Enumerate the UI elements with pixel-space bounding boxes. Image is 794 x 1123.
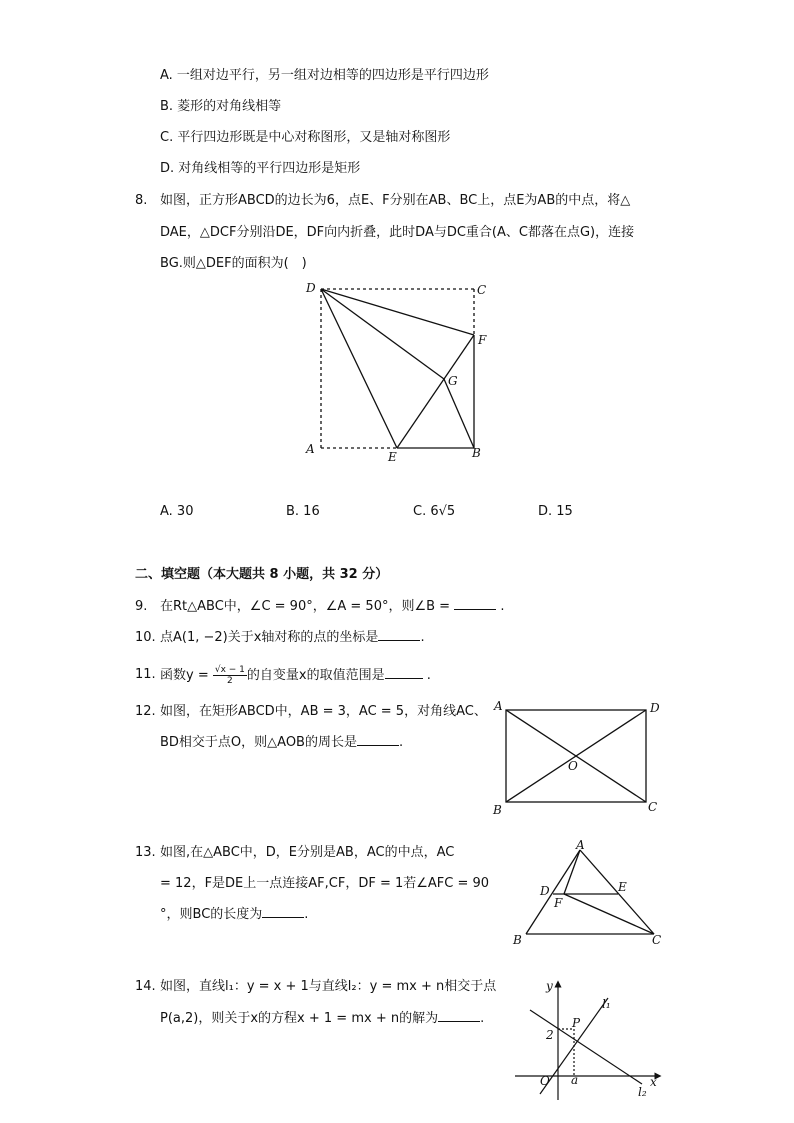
label-o: O — [540, 1074, 550, 1088]
q9-answer-blank[interactable] — [454, 597, 496, 610]
q12-line2 — [160, 733, 403, 753]
q11-frac-num: √x − 1 — [214, 665, 245, 675]
q11-tail: . — [422, 668, 431, 683]
q14-text-before: P(a,2)，则关于x的方程x + 1 = mx + n的解为 — [160, 1011, 439, 1026]
side-ac — [580, 850, 654, 934]
label-d: D — [650, 701, 660, 715]
q8-option-d: D. 15 — [538, 504, 573, 519]
label-o: O — [568, 759, 578, 773]
q10-number: 10. — [135, 630, 156, 645]
label-p: P — [572, 1016, 581, 1030]
q9-text-after: . — [496, 599, 505, 614]
label-d: D — [540, 884, 550, 898]
label-a: A — [306, 442, 315, 456]
line-gb — [444, 379, 474, 448]
label-l2: l₂ — [638, 1085, 647, 1099]
q8-number: 8. — [135, 193, 148, 208]
q14-number: 14. — [135, 979, 156, 994]
q13-line2: = 12，F是DE上一点连接AF,CF，DF = 1若∠AFC = 90 — [160, 876, 490, 891]
q10-text-after: . — [420, 630, 425, 645]
label-c: C — [652, 933, 662, 947]
q12-text-after: . — [398, 735, 404, 750]
label-y: y — [546, 979, 553, 993]
q11-text-before: 函数y = — [160, 668, 213, 683]
q7-option-c: C. 平行四边形既是中心对称图形，又是轴对称图形 — [160, 130, 451, 145]
q13-figure — [508, 838, 668, 950]
label-b: B — [513, 933, 522, 947]
q8-line3: BG.则△DEF的面积为( ) — [160, 256, 307, 271]
q10-text — [160, 628, 425, 648]
label-g: G — [448, 374, 458, 388]
q11-number: 11. — [135, 667, 156, 682]
q10-answer-blank[interactable] — [378, 628, 420, 641]
q13-answer-blank[interactable] — [262, 905, 304, 918]
q14-answer-blank[interactable] — [438, 1009, 480, 1022]
q7-option-b: B. 菱形的对角线相等 — [160, 99, 282, 114]
label-x: x — [650, 1075, 657, 1089]
q12-number: 12. — [135, 704, 156, 719]
q12-line1: 如图，在矩形ABCD中，AB = 3，AC = 5，对角线AC、 — [160, 704, 487, 719]
q14-line2 — [160, 1009, 484, 1029]
q8-figure — [300, 278, 500, 468]
label-c: C — [477, 283, 487, 297]
label-e: E — [388, 450, 397, 464]
label-d: D — [306, 281, 316, 295]
q12-text-before: BD相交于点O，则△AOB的周长是 — [160, 735, 357, 750]
q12-answer-blank[interactable] — [357, 733, 399, 746]
q8-option-c: C. 6√5 — [413, 504, 456, 519]
q11-frac-den: 2 — [227, 676, 233, 686]
q8-option-b: B. 16 — [286, 504, 320, 519]
q7-option-d: D. 对角线相等的平行四边形是矩形 — [160, 161, 361, 176]
label-a: A — [494, 699, 503, 713]
label-c: C — [648, 800, 658, 814]
line-de — [321, 289, 397, 448]
label-a: a — [571, 1073, 579, 1087]
label-two: 2 — [546, 1028, 554, 1042]
q9-number: 9. — [135, 599, 148, 614]
q13-number: 13. — [135, 845, 156, 860]
line-l2 — [530, 1010, 642, 1084]
q14-figure — [510, 972, 670, 1104]
label-e: E — [618, 880, 627, 894]
q13-line3 — [160, 905, 308, 925]
q11-fraction — [213, 665, 247, 686]
label-l1: l₁ — [602, 997, 611, 1011]
line-dg — [321, 289, 444, 379]
segment-cf — [564, 894, 654, 934]
q7-option-a: A. 一组对边平行，另一组对边相等的四边形是平行四边形 — [160, 68, 489, 83]
label-a: A — [576, 838, 585, 852]
q12-figure — [490, 696, 670, 820]
side-ab — [526, 850, 580, 934]
label-f: F — [478, 333, 487, 347]
q11-text-after: 的自变量x的取值范围是 — [246, 668, 385, 683]
q13-line1: 如图,在△ABC中，D，E分别是AB，AC的中点，AC — [160, 845, 455, 860]
q11-answer-blank[interactable] — [385, 666, 423, 679]
q13-text-before: °，则BC的长度为 — [160, 907, 263, 922]
q9-text — [160, 597, 504, 617]
q14-line1: 如图，直线l₁：y = x + 1与直线l₂：y = mx + n相交于点 — [160, 979, 497, 994]
label-b: B — [472, 446, 481, 460]
line-ef — [397, 335, 474, 448]
section-title: 二、填空题（本大题共 8 小题，共 32 分） — [135, 567, 389, 582]
q8-line1: 如图，正方形ABCD的边长为6，点E、F分别在AB、BC上，点E为AB的中点，将△ — [160, 193, 631, 208]
q10-text-before: 点A(1, −2)关于x轴对称的点的坐标是 — [160, 630, 379, 645]
label-b: B — [493, 803, 502, 817]
q11-text — [160, 665, 431, 686]
line-df — [321, 289, 474, 335]
q13-text-after: . — [304, 907, 309, 922]
q8-line2: DAE，△DCF分别沿DE，DF向内折叠，此时DA与DC重合(A、C都落在点G)，连接 — [160, 225, 635, 240]
q9-text-before: 在Rt△ABC中，∠C = 90°，∠A = 50°，则∠B = — [160, 599, 455, 614]
q14-text-after: . — [480, 1011, 485, 1026]
label-f: F — [554, 896, 563, 910]
q8-option-a: A. 30 — [160, 504, 194, 519]
